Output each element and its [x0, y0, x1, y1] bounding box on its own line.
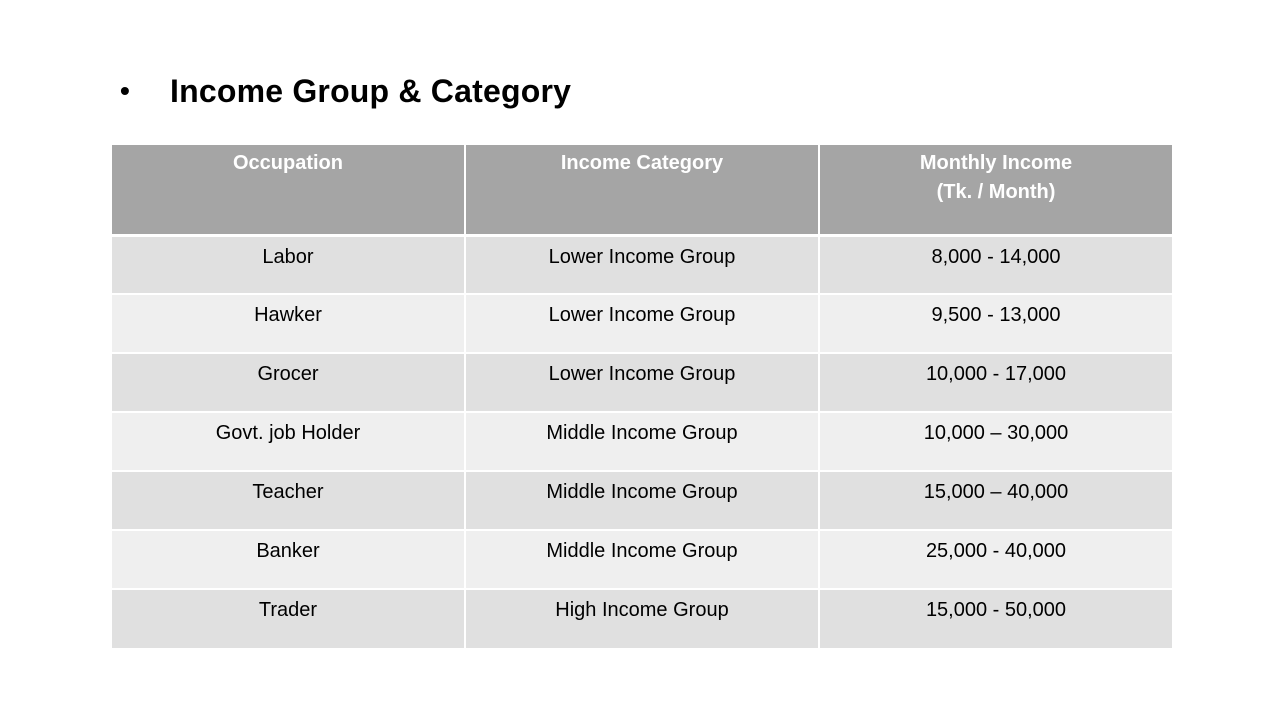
table-row: [112, 353, 1172, 412]
table-row: [112, 471, 1172, 530]
header-income-category: Income Category: [465, 145, 819, 235]
cell-income-category: Lower Income Group: [465, 235, 819, 294]
cell-income-category: Middle Income Group: [465, 530, 819, 589]
cell-monthly-income: 8,000 - 14,000: [819, 235, 1172, 294]
cell-occupation: Trader: [112, 589, 465, 648]
table-body: [112, 235, 1172, 648]
header-monthly-income: [819, 145, 1172, 235]
cell-occupation: Grocer: [112, 353, 465, 412]
cell-monthly-income: 9,500 - 13,000: [819, 294, 1172, 353]
slide-title: Income Group & Category: [170, 73, 572, 109]
bullet-icon: •: [120, 75, 130, 106]
cell-income-category: Middle Income Group: [465, 412, 819, 471]
cell-occupation: Hawker: [112, 294, 465, 353]
cell-occupation: Teacher: [112, 471, 465, 530]
header-occupation: Occupation: [112, 145, 465, 235]
slide-title-row: [120, 66, 571, 116]
table-row: [112, 294, 1172, 353]
cell-occupation: Govt. job Holder: [112, 412, 465, 471]
table-row: [112, 530, 1172, 589]
header-monthly-income-line1: Monthly Income: [919, 152, 1073, 174]
cell-monthly-income: 15,000 – 40,000: [819, 471, 1172, 530]
cell-monthly-income: 10,000 - 17,000: [819, 353, 1172, 412]
table-header: [112, 145, 1172, 235]
cell-monthly-income: 25,000 - 40,000: [819, 530, 1172, 589]
table-header-row: [112, 145, 1172, 235]
table-row: [112, 589, 1172, 648]
cell-income-category: Lower Income Group: [465, 353, 819, 412]
cell-income-category: Lower Income Group: [465, 294, 819, 353]
cell-monthly-income: 15,000 - 50,000: [819, 589, 1172, 648]
table-row: [112, 412, 1172, 471]
cell-monthly-income: 10,000 – 30,000: [819, 412, 1172, 471]
cell-income-category: Middle Income Group: [465, 471, 819, 530]
cell-occupation: Banker: [112, 530, 465, 589]
header-monthly-income-line2: (Tk. / Month): [936, 181, 1056, 203]
cell-income-category: High Income Group: [465, 589, 819, 648]
table-row: [112, 235, 1172, 294]
cell-occupation: Labor: [112, 235, 465, 294]
income-table: [112, 145, 1172, 648]
